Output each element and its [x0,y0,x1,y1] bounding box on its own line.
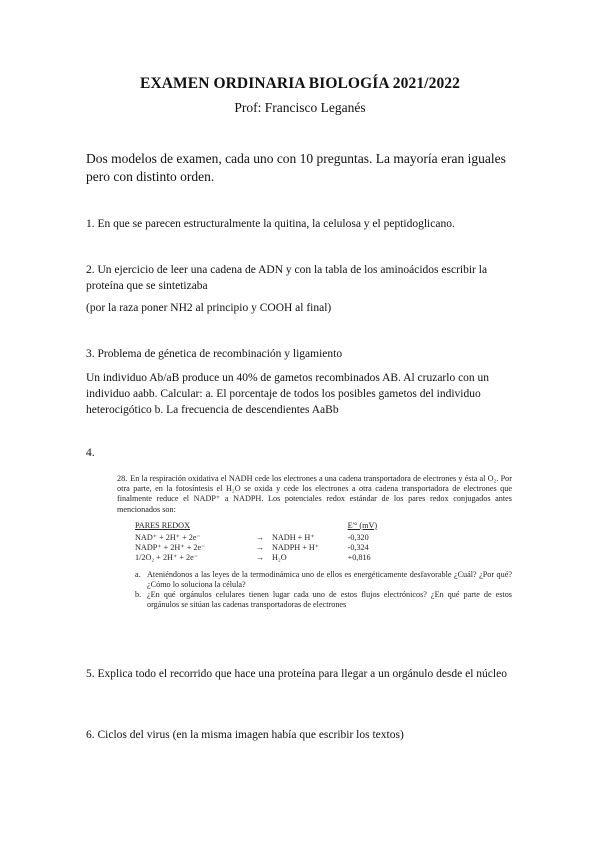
embedded-item-a [135,570,512,590]
redox-header-pairs: PARES REDOX [135,520,190,530]
redox-right: NADPH + H⁺ [271,543,320,553]
question-5 [86,666,526,682]
embedded-item-b [135,590,512,610]
question-4-number: 4. [86,447,95,459]
redox-row [135,543,395,553]
professor-name: Prof: Francisco Leganés [234,100,366,115]
redox-left: NAD⁺ + 2H⁺ + 2e⁻ [135,533,201,543]
redox-right: H₂O [271,553,287,563]
redox-table-header [135,521,395,533]
redox-value: +0,816 [347,553,371,563]
question-2-note: (por la raza poner NH2 al principio y COOH al final) [86,302,332,314]
redox-left: NADP⁺ + 2H⁺ + 2e⁻ [135,543,206,553]
redox-row [135,553,395,563]
embedded-problem-number: 28. [117,474,128,483]
redox-arrow: → [255,533,265,543]
question-6-text: 6. Ciclos del virus (en la misma imagen había que escribir los textos) [86,729,404,741]
embedded-problem-text: En la respiración oxidativa el NADH cede los electrones a una cadena transportadora de electrones y ésta al O₂. Por otra parte, en la fotosíntesis el H₂O se oxida y cede los electrones a otra cadena transportadora de electrones que finalmente reduce el NADP⁺ a NADPH. Los potenciales redox estándar de los pares redox conjugados antes mencionados son: [117,474,512,514]
redox-arrow: → [255,553,265,563]
question-1-text: 1. En que se parecen estructuralmente la quitina, la celulosa y el peptidoglicano. [86,218,455,230]
embedded-problem-items [135,570,512,611]
page-title: EXAMEN ORDINARIA BIOLOGÍA 2021/2022 [140,75,460,92]
question-4 [86,445,526,461]
question-2-text: 2. Un ejercicio de leer una cadena de ADN y con la tabla de los aminoácidos escribir la proteína que se sintetizaba [86,264,488,292]
redox-value: -0,320 [347,533,369,543]
redox-right: NADH + H⁺ [271,533,315,543]
question-2 [86,262,526,316]
embedded-problem-image [117,474,512,610]
item-text: Ateniéndonos a las leyes de la termodinámica uno de ellos es energéticamente desfavorable ¿Cuál? ¿Por qué? ¿Cómo lo soluciona la célula? [147,569,512,589]
embedded-problem-statement [117,474,512,515]
question-3 [86,346,526,418]
question-3-detail: Un individuo Ab/aB produce un 40% de gametos recombinados AB. Al cruzarlo con un individuo aabb. Calcular: a. El porcentaje de todos los posibles gametos del individuo heterocigótico b. La frecuencia de descendientes AaBb [86,372,490,416]
intro-paragraph: Dos modelos de examen, cada uno con 10 preguntas. La mayoría eran iguales pero con distinto orden. [86,151,506,184]
question-6 [86,727,526,743]
redox-row [135,533,395,543]
item-text: ¿En qué orgánulos celulares tienen lugar cada uno de estos flujos electrónicos? ¿En qué parte de estos orgánulos se sitúan las cadenas transportadoras de electrones [147,590,512,610]
redox-table [135,521,395,564]
item-label: b. [135,590,142,600]
redox-header-potential: E'° (mV) [347,520,378,530]
redox-value: -0,324 [347,543,369,553]
question-3-text: 3. Problema de génetica de recombinación y ligamiento [86,348,343,360]
item-label: a. [135,569,141,579]
redox-arrow: → [255,543,265,553]
redox-left: 1/2O₂ + 2H⁺ + 2e⁻ [135,553,199,563]
question-1 [86,216,526,232]
question-5-text: 5. Explica todo el recorrido que hace una proteína para llegar a un orgánulo desde el núcleo [86,668,507,680]
